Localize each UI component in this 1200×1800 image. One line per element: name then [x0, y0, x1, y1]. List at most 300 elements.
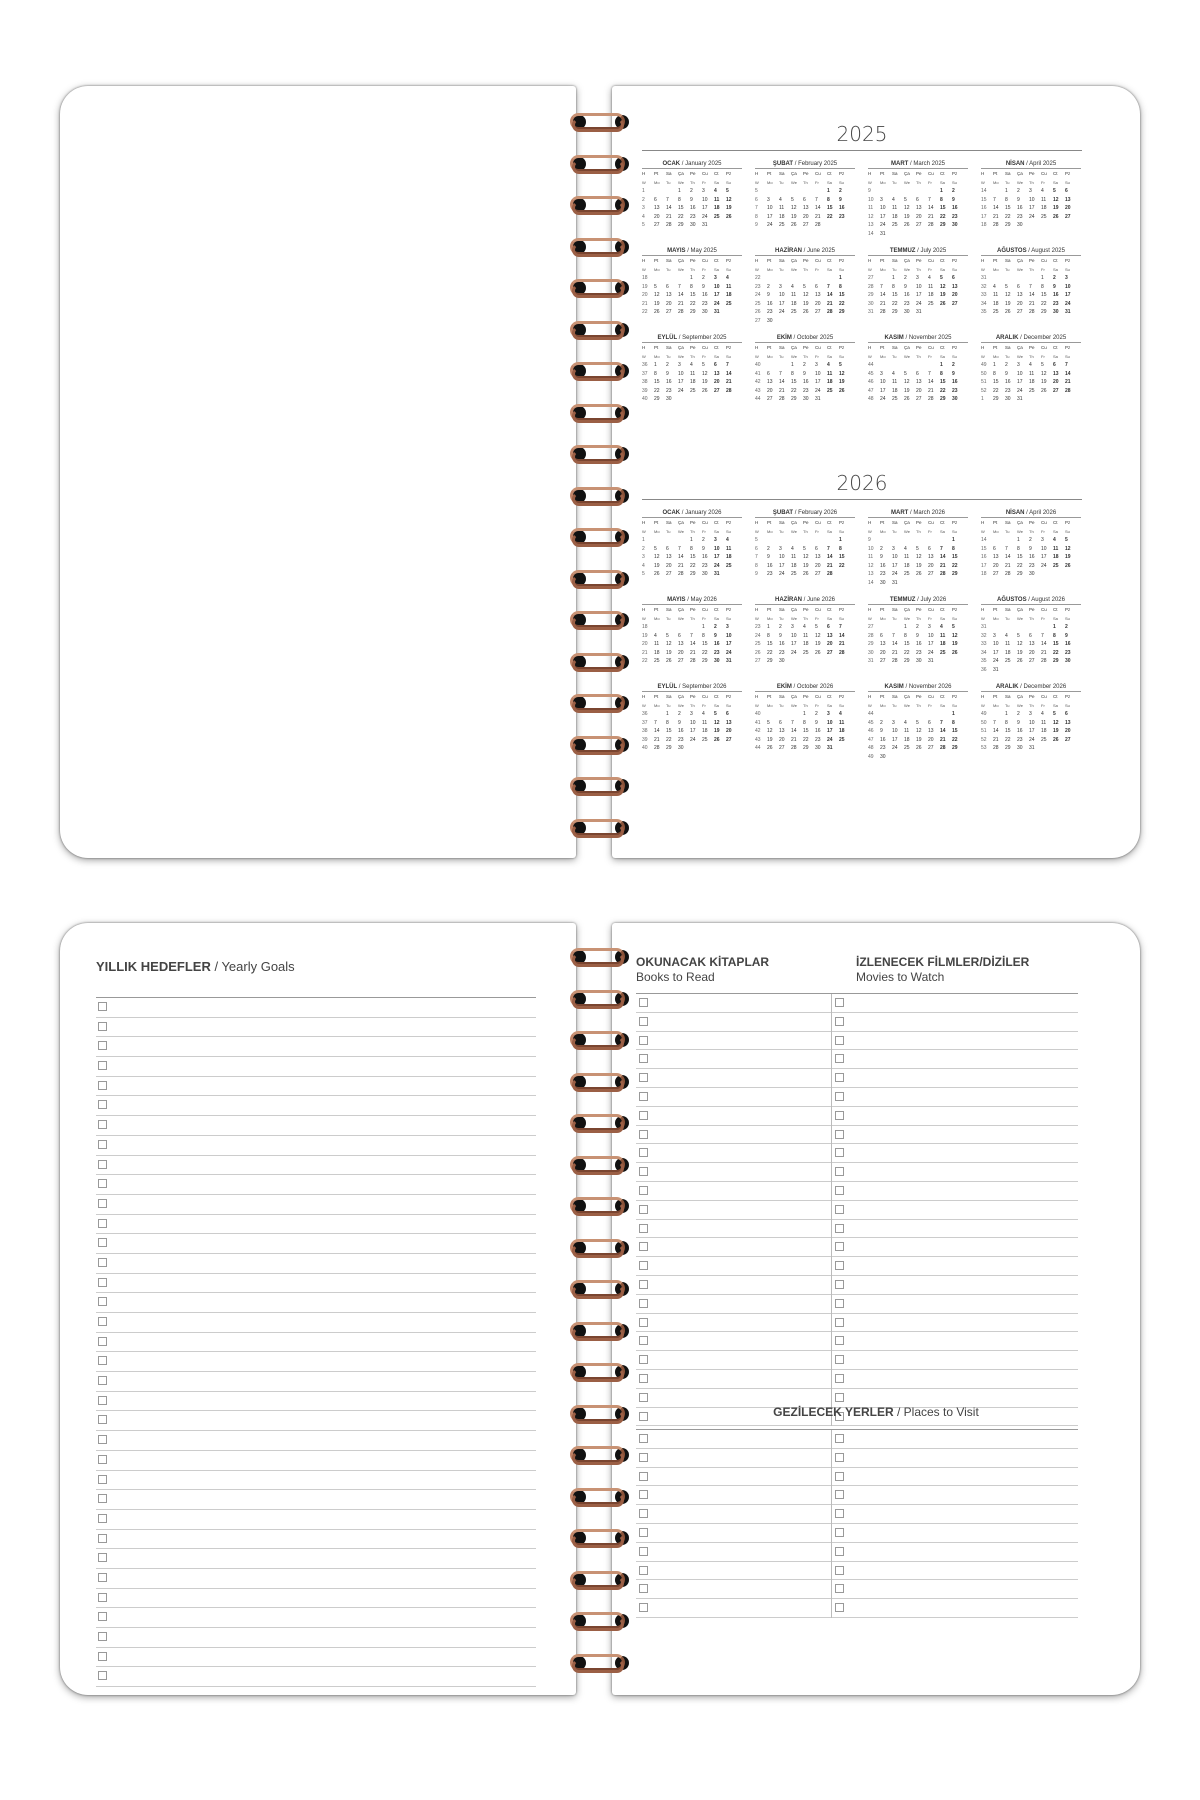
day-cell: 14 [928, 379, 934, 385]
week-number: 30 [868, 300, 874, 307]
spiral-ring [568, 152, 628, 178]
day-cell: 7 [993, 196, 996, 203]
checkbox[interactable] [98, 1435, 107, 1444]
checkbox[interactable] [98, 1593, 107, 1602]
day-cell: 10 [690, 719, 696, 726]
checkbox[interactable] [835, 1393, 844, 1402]
checkbox[interactable] [835, 1472, 844, 1481]
spiral-ring [568, 1153, 628, 1179]
day-header: Pt [993, 694, 998, 699]
checkbox[interactable] [639, 1393, 648, 1402]
day-header: Ct [940, 171, 945, 176]
day-cell: 1 [952, 711, 955, 717]
week-number: 18 [981, 222, 987, 228]
day-header-en: Su [1065, 353, 1070, 359]
day-header-en: Su [952, 702, 957, 708]
checkbox[interactable] [98, 1514, 107, 1523]
checkbox[interactable] [98, 1160, 107, 1169]
checkbox[interactable] [835, 1205, 844, 1214]
day-cell: 23 [880, 571, 886, 577]
day-cell: 18 [803, 641, 809, 647]
day-cell: 4 [928, 275, 931, 281]
month-calendar [868, 684, 968, 761]
day-header: Pz [952, 520, 958, 525]
checkbox[interactable] [835, 1261, 844, 1270]
day-cell: 3 [880, 370, 883, 377]
day-cell: 26 [952, 649, 958, 656]
checkbox[interactable] [639, 1242, 648, 1251]
day-cell: 17 [815, 379, 821, 385]
week-number: 1 [642, 537, 645, 543]
checkbox[interactable] [98, 1337, 107, 1346]
spiral-ring [568, 110, 628, 136]
checkbox[interactable] [835, 1603, 844, 1612]
day-cell: 27 [1065, 213, 1071, 220]
month-name-tr: TEMMUZ [889, 248, 916, 254]
day-cell: 13 [779, 728, 785, 734]
day-cell [916, 710, 928, 719]
week-number: 36 [642, 362, 648, 368]
day-cell [1017, 623, 1029, 632]
day-cell [678, 274, 690, 283]
checkbox[interactable] [98, 1002, 107, 1011]
day-cell: 19 [803, 300, 809, 307]
day-cell: 22 [666, 736, 672, 743]
day-cell: 4 [702, 711, 705, 717]
day-header-en: W [642, 615, 646, 621]
day-header: Pt [993, 607, 998, 612]
spiral-ring [568, 1111, 628, 1137]
month-name-tr: ARALIK [995, 684, 1019, 690]
day-header-en: W [868, 528, 872, 534]
day-cell: 13 [827, 632, 833, 639]
day-cell: 24 [690, 736, 696, 743]
checkbox[interactable] [639, 1547, 648, 1556]
checkbox[interactable] [98, 1179, 107, 1188]
day-cell: 5 [1053, 188, 1056, 194]
checkbox[interactable] [639, 1092, 648, 1101]
day-cell [815, 187, 827, 196]
month-name-en: / April 2026 [1024, 510, 1057, 516]
checkbox[interactable] [639, 1167, 648, 1176]
day-cell: 19 [714, 728, 720, 734]
checklist-row [96, 1037, 536, 1057]
week-number: 5 [755, 537, 758, 543]
checkbox[interactable] [639, 1355, 648, 1364]
day-cell [690, 623, 702, 632]
month-name-en: / March 2026 [908, 510, 946, 516]
day-cell: 14 [1065, 370, 1071, 377]
day-cell: 1 [791, 362, 794, 368]
checkbox[interactable] [98, 1297, 107, 1306]
year-block-2026 [642, 471, 1082, 761]
ring-wire [572, 1327, 624, 1341]
checkbox[interactable] [639, 1224, 648, 1233]
day-cell: 30 [779, 658, 785, 664]
day-cell: 24 [892, 571, 898, 577]
day-cell: 17 [880, 213, 886, 220]
checkbox[interactable] [835, 1036, 844, 1045]
day-cell: 27 [815, 571, 821, 577]
day-cell: 25 [892, 396, 898, 402]
checkbox[interactable] [639, 1472, 648, 1481]
checkbox[interactable] [835, 1453, 844, 1462]
checkbox[interactable] [639, 1490, 648, 1499]
checkbox[interactable] [639, 1603, 648, 1612]
checkbox[interactable] [639, 1374, 648, 1383]
day-header-en: Th [690, 528, 695, 534]
day-cell: 31 [726, 658, 732, 664]
checkbox[interactable] [835, 1073, 844, 1082]
checkbox[interactable] [835, 1566, 844, 1575]
checkbox[interactable] [98, 1140, 107, 1149]
checkbox[interactable] [98, 1081, 107, 1090]
ring-wire [572, 201, 624, 215]
day-header-en: Su [839, 528, 844, 534]
day-cell: 20 [827, 641, 833, 647]
checkbox[interactable] [98, 1671, 107, 1680]
day-header-en: Tu [666, 528, 671, 534]
day-cell: 1 [690, 275, 693, 281]
week-number: 42 [755, 728, 761, 734]
checkbox[interactable] [639, 1318, 648, 1327]
day-cell: 6 [928, 545, 931, 552]
ring-wire [572, 1285, 624, 1299]
checkbox[interactable] [835, 1509, 844, 1518]
day-cell: 18 [791, 300, 797, 307]
checkbox[interactable] [835, 1054, 844, 1063]
checkbox[interactable] [98, 1652, 107, 1661]
day-cell: 21 [940, 736, 946, 743]
checkbox[interactable] [98, 1612, 107, 1621]
checkbox[interactable] [639, 1054, 648, 1063]
day-header: Ça [791, 171, 797, 176]
checkbox[interactable] [98, 1100, 107, 1109]
checkbox[interactable] [639, 1566, 648, 1575]
day-cell: 12 [904, 205, 910, 211]
month-calendar [642, 597, 742, 674]
checkbox[interactable] [639, 1186, 648, 1195]
day-cell: 19 [916, 562, 922, 569]
checkbox[interactable] [98, 1317, 107, 1326]
checkbox[interactable] [639, 1280, 648, 1289]
checkbox[interactable] [639, 1434, 648, 1443]
day-cell: 6 [928, 719, 931, 726]
checklist-row [636, 1543, 1078, 1562]
checkbox[interactable] [639, 1584, 648, 1593]
day-cell: 1 [690, 537, 693, 543]
day-cell: 13 [815, 554, 821, 560]
checkbox[interactable] [98, 1573, 107, 1582]
day-cell: 17 [714, 554, 720, 560]
month-days-grid [642, 170, 742, 230]
checkbox[interactable] [639, 1130, 648, 1139]
day-cell: 18 [1041, 205, 1047, 211]
checkbox[interactable] [98, 1238, 107, 1247]
checkbox[interactable] [835, 1490, 844, 1499]
day-header-en: Tu [1005, 179, 1010, 185]
day-cell [714, 744, 726, 753]
day-cell: 3 [880, 196, 883, 203]
checkbox[interactable] [639, 1017, 648, 1026]
checkbox[interactable] [98, 1041, 107, 1050]
checkbox[interactable] [835, 1111, 844, 1120]
checkbox[interactable] [835, 1224, 844, 1233]
checkbox[interactable] [835, 998, 844, 1007]
day-cell [767, 187, 779, 196]
day-cell: 17 [702, 205, 708, 211]
month-name-tr: MAYIS [667, 597, 686, 603]
day-cell: 29 [791, 396, 797, 402]
checkbox[interactable] [639, 1148, 648, 1157]
checkbox[interactable] [835, 1130, 844, 1139]
day-cell: 21 [726, 379, 732, 385]
day-cell: 9 [714, 632, 717, 639]
day-cell: 22 [940, 213, 946, 220]
day-cell: 28 [815, 222, 821, 228]
day-cell: 13 [916, 205, 922, 211]
checkbox[interactable] [639, 1453, 648, 1462]
day-cell: 4 [940, 624, 943, 630]
day-header-en: Su [726, 528, 731, 534]
day-cell: 7 [678, 545, 681, 552]
day-header: Pe [1029, 607, 1035, 612]
checkbox[interactable] [835, 1148, 844, 1157]
week-number: 32 [981, 283, 987, 290]
checkbox[interactable] [835, 1547, 844, 1556]
checkbox[interactable] [98, 1356, 107, 1365]
day-cell [1041, 744, 1053, 753]
heading-separator: / [210, 959, 222, 974]
day-header-en: Mo [993, 353, 999, 359]
checkbox[interactable] [835, 1355, 844, 1364]
checkbox[interactable] [835, 1280, 844, 1289]
checklist-row [96, 1471, 536, 1491]
checkbox[interactable] [835, 1374, 844, 1383]
day-header-en: We [678, 528, 684, 534]
day-cell [827, 221, 839, 230]
checkbox[interactable] [98, 1061, 107, 1070]
spiral-ring [568, 318, 628, 344]
ring-wire [572, 1659, 624, 1673]
day-header-en: Fr [1041, 702, 1045, 708]
day-header-en: Su [839, 266, 844, 272]
day-header-en: Sa [940, 528, 945, 534]
day-header: H [868, 258, 872, 263]
day-header: Pt [654, 694, 659, 699]
week-number: 28 [868, 283, 874, 290]
day-header-en: Tu [779, 615, 784, 621]
day-header-en: Tu [666, 179, 671, 185]
day-header: Pz [726, 607, 732, 612]
month-days-grid [755, 693, 855, 753]
day-header-en: We [791, 266, 797, 272]
day-cell: 26 [815, 649, 821, 656]
day-header-en: Fr [928, 353, 932, 359]
day-cell: 25 [839, 736, 845, 743]
checkbox[interactable] [835, 1318, 844, 1327]
day-cell [1065, 221, 1077, 230]
day-cell [904, 579, 916, 588]
checkbox[interactable] [835, 1299, 844, 1308]
day-cell: 20 [666, 300, 672, 307]
day-cell: 20 [779, 736, 785, 743]
day-header-en: Mo [880, 528, 886, 534]
day-cell: 21 [993, 213, 999, 220]
checkbox[interactable] [98, 1278, 107, 1287]
day-header-en: W [981, 615, 985, 621]
checkbox[interactable] [835, 1584, 844, 1593]
day-cell: 19 [654, 562, 660, 569]
day-cell: 8 [690, 545, 693, 552]
day-cell: 5 [803, 283, 806, 290]
day-cell: 7 [928, 370, 931, 377]
day-header-en: Sa [827, 266, 832, 272]
checkbox[interactable] [98, 1455, 107, 1464]
day-header-en: Tu [779, 702, 784, 708]
day-cell: 24 [892, 745, 898, 751]
checkbox[interactable] [98, 1022, 107, 1031]
checkbox[interactable] [98, 1199, 107, 1208]
ring-wire [572, 1161, 624, 1175]
month-title [642, 161, 742, 169]
checklist-row [636, 1524, 1078, 1543]
day-cell: 9 [690, 196, 693, 203]
checkbox[interactable] [639, 1111, 648, 1120]
day-header-en: We [1017, 353, 1023, 359]
week-number: 16 [981, 205, 987, 211]
day-cell: 29 [678, 222, 684, 228]
checkbox[interactable] [639, 1299, 648, 1308]
day-cell: 25 [904, 745, 910, 751]
checkbox[interactable] [835, 1434, 844, 1443]
checkbox[interactable] [639, 1261, 648, 1270]
checkbox[interactable] [98, 1415, 107, 1424]
day-cell [839, 317, 851, 326]
checkbox[interactable] [98, 1376, 107, 1385]
day-header-en: Su [839, 179, 844, 185]
checkbox[interactable] [98, 1494, 107, 1503]
checkbox[interactable] [639, 1528, 648, 1537]
day-cell: 14 [993, 728, 999, 734]
month-name-tr: ŞUBAT [772, 161, 794, 167]
week-number: 38 [642, 728, 648, 734]
day-header: Ct [714, 694, 719, 699]
day-cell: 2 [1029, 537, 1032, 543]
day-cell [803, 657, 815, 666]
day-header: Pz [1065, 171, 1071, 176]
day-cell: 15 [654, 379, 660, 385]
checkbox[interactable] [639, 1036, 648, 1045]
day-cell: 2 [1017, 711, 1020, 717]
checkbox[interactable] [639, 1336, 648, 1345]
checkbox[interactable] [98, 1553, 107, 1562]
day-header-en: Mo [880, 353, 886, 359]
checkbox[interactable] [835, 1017, 844, 1026]
checkbox[interactable] [835, 1242, 844, 1251]
day-cell: 8 [666, 719, 669, 726]
checkbox[interactable] [835, 1092, 844, 1101]
day-cell: 23 [880, 745, 886, 751]
week-number: 27 [868, 275, 874, 281]
checkbox[interactable] [835, 1528, 844, 1537]
day-cell: 15 [678, 205, 684, 211]
week-number: 23 [755, 624, 761, 630]
day-cell: 15 [1005, 205, 1011, 211]
day-cell: 20 [1053, 379, 1059, 385]
checkbox[interactable] [98, 1219, 107, 1228]
day-header-en: Th [803, 266, 808, 272]
day-header: Ct [827, 607, 832, 612]
checkbox[interactable] [639, 998, 648, 1007]
day-cell: 4 [791, 283, 794, 290]
checkbox[interactable] [98, 1475, 107, 1484]
checkbox[interactable] [835, 1336, 844, 1345]
day-cell: 5 [666, 632, 669, 639]
week-number: 43 [755, 736, 761, 743]
day-cell: 24 [993, 658, 999, 664]
checkbox[interactable] [98, 1120, 107, 1129]
day-cell: 29 [952, 745, 958, 751]
checkbox[interactable] [639, 1509, 648, 1518]
checkbox[interactable] [98, 1258, 107, 1267]
checkbox[interactable] [835, 1167, 844, 1176]
day-header: H [868, 171, 872, 176]
day-header: Pe [1029, 258, 1035, 263]
week-number: 19 [642, 283, 648, 290]
checkbox[interactable] [639, 1205, 648, 1214]
week-number: 38 [642, 379, 648, 385]
day-header: Pe [916, 258, 922, 263]
day-cell: 8 [678, 196, 681, 203]
day-header-en: Fr [928, 702, 932, 708]
checkbox[interactable] [98, 1534, 107, 1543]
day-cell: 23 [714, 649, 720, 656]
day-cell: 13 [803, 205, 809, 211]
checkbox[interactable] [98, 1396, 107, 1405]
checkbox[interactable] [98, 1632, 107, 1641]
day-cell: 10 [892, 554, 898, 560]
week-number: 13 [868, 571, 874, 577]
day-cell: 11 [714, 196, 720, 203]
day-cell: 20 [1065, 728, 1071, 734]
lists-spread [60, 923, 1140, 1695]
day-cell: 12 [666, 641, 672, 647]
day-header: H [868, 520, 872, 525]
day-header-en: We [904, 702, 910, 708]
month-name-tr: NİSAN [1005, 161, 1025, 167]
day-header-en: Su [952, 266, 957, 272]
day-header-en: Th [1029, 179, 1034, 185]
day-cell [654, 274, 666, 283]
checkbox[interactable] [835, 1186, 844, 1195]
day-header-en: Th [916, 615, 921, 621]
day-cell: 25 [1053, 562, 1059, 569]
day-cell: 10 [1029, 719, 1035, 726]
day-cell: 19 [803, 562, 809, 569]
day-header-en: Fr [815, 179, 819, 185]
day-cell: 27 [827, 649, 833, 656]
day-cell: 11 [779, 205, 785, 211]
day-cell: 23 [678, 736, 684, 743]
checklist-row [96, 1274, 536, 1294]
checkbox[interactable] [639, 1073, 648, 1082]
day-cell: 8 [993, 370, 996, 377]
day-header: Cu [928, 520, 934, 525]
day-cell: 9 [952, 196, 955, 203]
yearly-goals-list [96, 997, 536, 1687]
day-cell: 15 [940, 379, 946, 385]
